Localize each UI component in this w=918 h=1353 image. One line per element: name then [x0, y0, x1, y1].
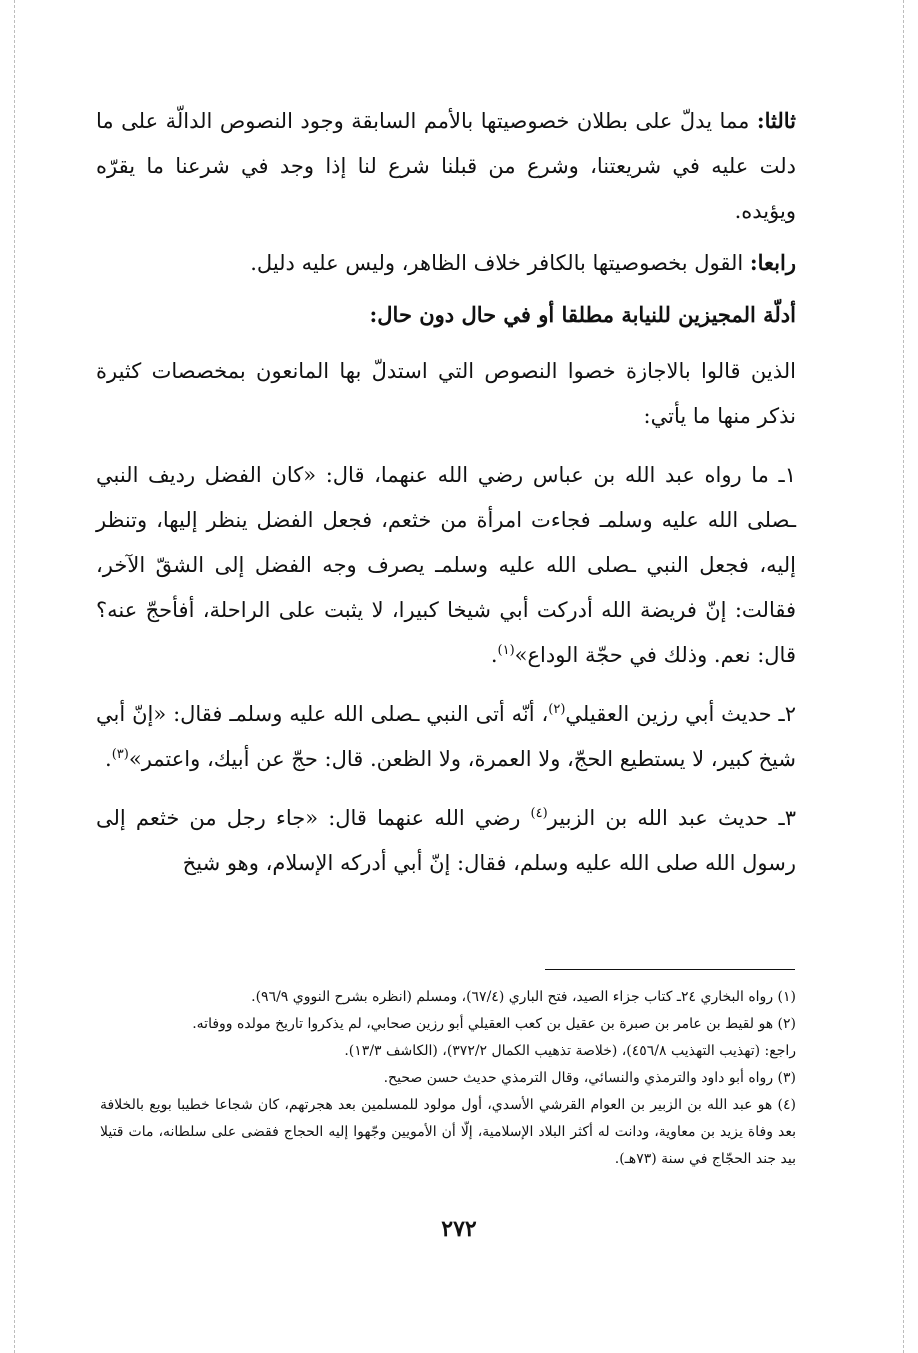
evidence-2-text-b: ، أنّه أتى النبي ـصلى الله عليه وسلمـ فقال: «إنّ أبي شيخ كبير، لا يستطيع الحجّ، ولا العمرة، ولا الظعن. قال: حجّ عن أبيك، واعتمر»: [96, 702, 796, 771]
paragraph-evidence-3: [96, 796, 796, 886]
evidence-2-text-a: ٢ـ حديث أبي رزين العقيلي: [565, 702, 796, 726]
paragraph-fourth-point: [96, 240, 796, 286]
evidence-3-text-a: ٣ـ حديث عبد الله بن الزبير: [547, 806, 796, 830]
footnote-2: (٢) هو لقيط بن عامر بن صبرة بن عقيل بن كعب العقيلي أبو رزين صحابي، لم يذكروا تاريخ مولده ووفاته.: [192, 1016, 796, 1032]
page-number: ٢٧٢: [441, 1216, 477, 1242]
footnote-ref-2: (٢): [548, 702, 566, 717]
footnote-2-references: راجع: (تهذيب التهذيب ٤٥٦/٨)، (خلاصة تذهيب الكمال ٣٧٢/٢)، (الكاشف ١٣/٣).: [344, 1043, 796, 1059]
third-point-text: مما يدلّ على بطلان خصوصيتها بالأمم السابقة وجود النصوص الدالّة على ما دلت عليه في شريعتنا، وشرع من قبلنا شرع لنا إذا وجد في شرعنا ما يقرّه ويؤيده.: [96, 109, 796, 223]
evidence-1-text: ١ـ ما رواه عبد الله بن عباس رضي الله عنهما، قال: «كان الفضل رديف النبي ـصلى الله عليه وسلمـ فجاءت امرأة من خثعم، فجعل الفضل ينظر إليها، وتنظر إليه، فجعل النبي ـصلى الله عليه وسلمـ يصرف وجه الفضل إلى الشقّ الآخر، فقالت: إنّ فريضة الله أدركت أبي شيخا كبيرا، لا يثبت على الراحلة، أفأحجّ عنه؟ قال: نعم. وذلك في حجّة الوداع»: [96, 463, 796, 667]
paragraph-third-point: [96, 98, 796, 234]
footnote-3: (٣) رواه أبو داود والترمذي والنسائي، وقال الترمذي حديث حسن صحيح.: [383, 1070, 796, 1086]
page-body: [96, 98, 796, 900]
fourth-point-label: رابعا:: [749, 250, 796, 275]
evidence-2-end: .: [105, 747, 112, 771]
footnote-ref-1: (١): [497, 643, 515, 658]
third-point-label: ثالثا:: [756, 108, 796, 133]
left-margin-guide: [14, 0, 15, 1353]
footnote-ref-3: (٣): [111, 747, 129, 762]
footnote-separator: [545, 969, 795, 970]
footnote-ref-4: (٤): [530, 806, 548, 821]
footnote-1: (١) رواه البخاري ٢٤ـ كتاب جزاء الصيد، فتح الباري (٦٧/٤)، ومسلم (انظره بشرح النووي ٩٦/٩).: [251, 989, 796, 1005]
fourth-point-text: القول بخصوصيتها بالكافر خلاف الظاهر، وليس عليه دليل.: [250, 251, 744, 275]
footnotes: [100, 984, 796, 1173]
right-margin-guide: [903, 0, 904, 1353]
section-heading: أدلّة المجيزين للنيابة مطلقا أو في حال دون حال:: [369, 302, 796, 327]
paragraph-evidence-1: [96, 453, 796, 678]
paragraph-evidence-2: [96, 692, 796, 782]
paragraph-intro: الذين قالوا بالاجازة خصوا النصوص التي استدلّ بها المانعون بمخصصات كثيرة نذكر منها ما يأتي:: [96, 359, 796, 428]
evidence-1-end: .: [490, 643, 498, 667]
evidence-3-text-b: رضي الله عنهما قال: «جاء رجل من خثعم إلى رسول الله صلى الله عليه وسلم، فقال: إنّ أبي أدركه الإسلام، وهو شيخ: [96, 806, 796, 875]
footnote-4: (٤) هو عبد الله بن الزبير بن العوام القرشي الأسدي، أول مولود للمسلمين بعد هجرتهم، كان شجاعا خطيبا بويع بالخلافة بعد وفاة يزيد بن معاوية، ودانت له أكثر البلاد الإسلامية، إلّا أن الأمويين وجّهوا إليه الحجاج فقضى على سلطانه، مات قتيلا بيد جند الحجّاج في سنة (٧٣هـ).: [100, 1097, 796, 1167]
